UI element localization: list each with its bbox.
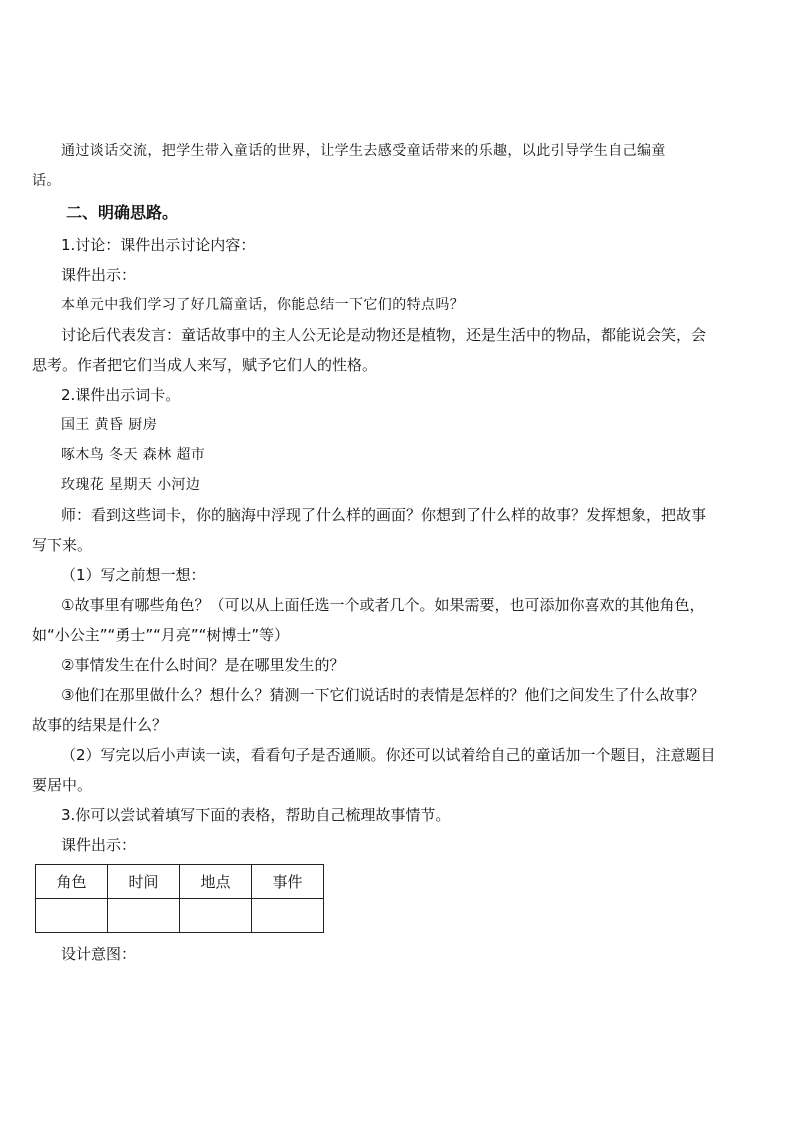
- section-heading: 二、明确思路。: [66, 203, 179, 222]
- table-header-cell: 角色: [36, 865, 108, 899]
- word-card-row: 国王 黄昏 厨房: [61, 417, 158, 433]
- question-1-line-1: ①故事里有哪些角色？（可以从上面任选一个或者几个。如果需要，也可添加你喜欢的其他角色，: [61, 596, 705, 614]
- teacher-prompt-line-2: 写下来。: [32, 536, 93, 554]
- discussion-question: 本单元中我们学习了好几篇童话，你能总结一下它们的特点吗？: [61, 297, 465, 313]
- table-cell-time: [108, 899, 180, 933]
- design-intent-label: 设计意图：: [61, 945, 137, 963]
- table-instruction: 3.你可以尝试着填写下面的表格，帮助自己梳理故事情节。: [61, 806, 451, 824]
- table-cell-role: [36, 899, 108, 933]
- question-3-line-1: ③他们在那里做什么？想什么？猜测一下它们说话时的表情是怎样的？他们之间发生了什么故事？: [61, 686, 705, 704]
- word-card-label: 2.课件出示词卡。: [61, 386, 181, 404]
- table-header-cell: 时间: [108, 865, 180, 899]
- table-header-cell: 事件: [252, 865, 324, 899]
- intro-line-2: 话。: [32, 173, 61, 189]
- step-2-line-1: （2）写完以后小声读一读，看看句子是否通顺。你还可以试着给自己的童话加一个题目，注意题目: [61, 746, 716, 764]
- question-3-line-2: 故事的结果是什么？: [32, 716, 168, 734]
- answer-line-2: 思考。作者把它们当成人来写，赋予它们人的性格。: [32, 356, 378, 374]
- question-2: ②事情发生在什么时间？是在哪里发生的？: [61, 656, 345, 674]
- word-card-row: 玫瑰花 星期天 小河边: [61, 477, 201, 493]
- question-1-line-2: 如“小公主”“勇士”“月亮”“树博士”等）: [32, 626, 290, 644]
- table-cell-place: [180, 899, 252, 933]
- courseware-label-2: 课件出示：: [61, 836, 137, 854]
- table-header-cell: 地点: [180, 865, 252, 899]
- word-card-row: 啄木鸟 冬天 森林 超市: [61, 447, 206, 463]
- step-1-label: （1）写之前想一想：: [61, 566, 206, 584]
- table-row: [36, 899, 324, 933]
- step-2-line-2: 要居中。: [32, 776, 93, 794]
- table-cell-event: [252, 899, 324, 933]
- courseware-label: 课件出示：: [61, 266, 137, 284]
- intro-line-1: 通过谈话交流，把学生带入童话的世界，让学生去感受童话带来的乐趣，以此引导学生自己编童: [61, 143, 666, 159]
- table-header-row: [36, 865, 324, 899]
- teacher-prompt-line-1: 师：看到这些词卡，你的脑海中浮现了什么样的画面？你想到了什么样的故事？发挥想象，把故事: [61, 506, 707, 524]
- story-plot-table: [35, 864, 324, 933]
- discussion-label: 1.讨论：课件出示讨论内容：: [61, 236, 256, 254]
- answer-line-1: 讨论后代表发言：童话故事中的主人公无论是动物还是植物，还是生活中的物品，都能说会笑，会: [61, 326, 707, 344]
- document-page: [32, 136, 760, 969]
